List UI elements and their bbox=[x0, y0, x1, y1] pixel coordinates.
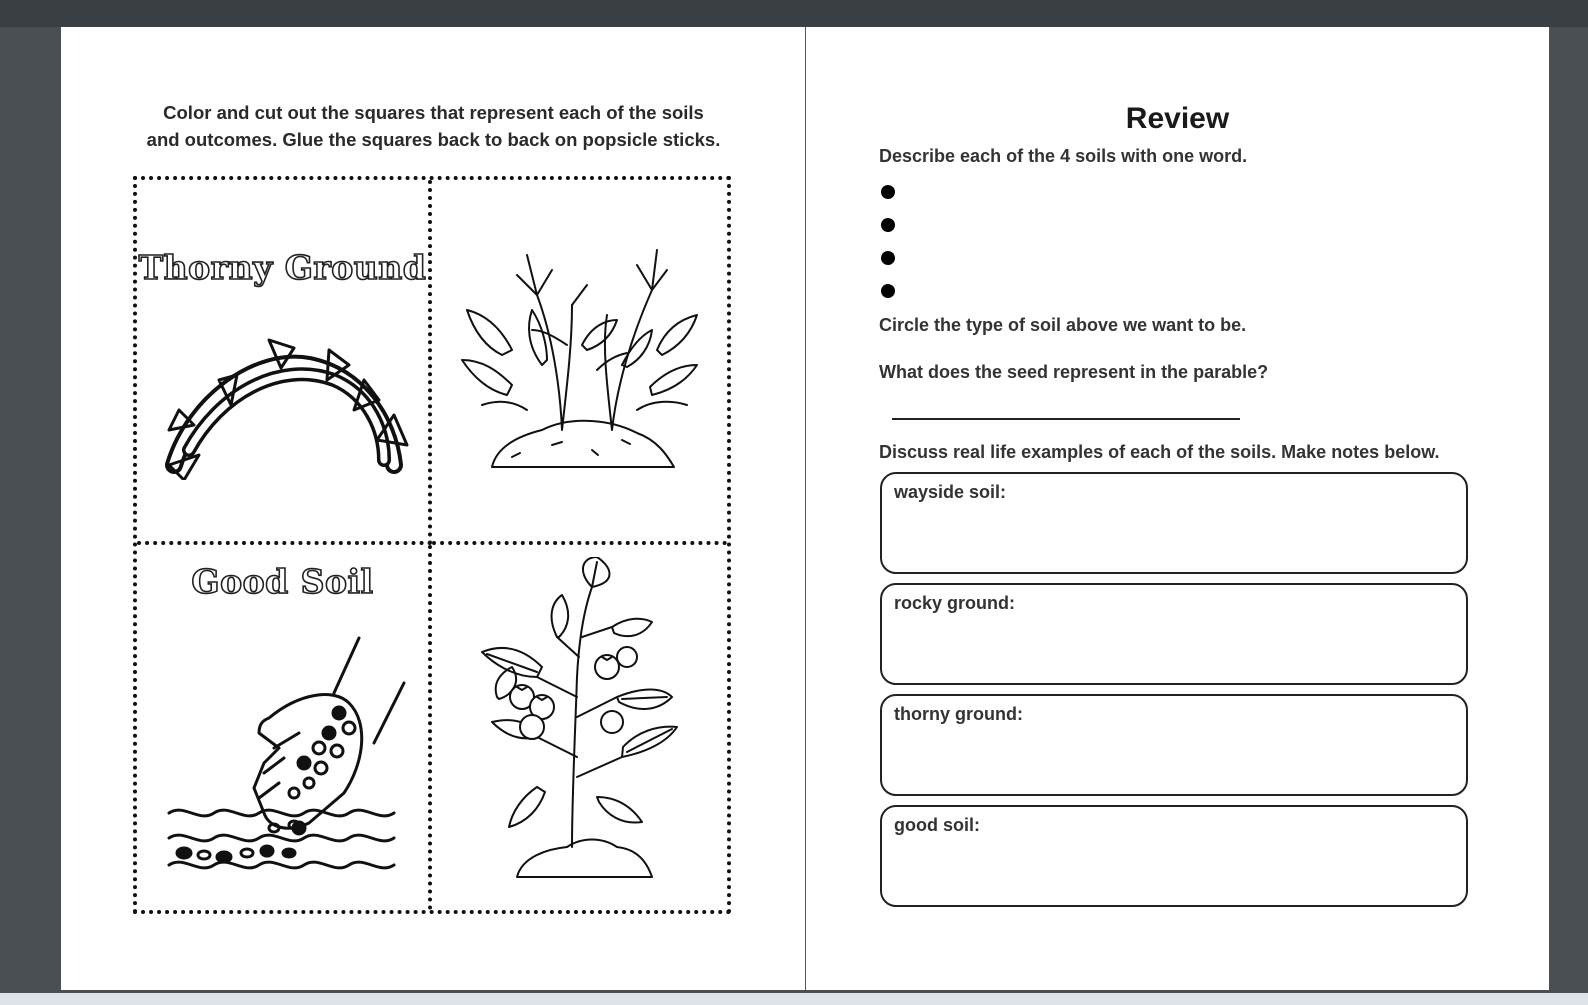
note-label-wayside: wayside soil: bbox=[894, 482, 1007, 502]
worksheet-page-right bbox=[806, 27, 1549, 990]
instructions-line-1: Color and cut out the squares that represent each of the soils bbox=[163, 102, 704, 123]
note-label-good: good soil: bbox=[894, 815, 980, 835]
fruit-plant-icon bbox=[467, 557, 697, 887]
cutout-card-grid bbox=[133, 176, 731, 914]
viewer-bottom-bar bbox=[0, 993, 1588, 1005]
thorny-plant-icon bbox=[442, 235, 712, 485]
worksheet-page-left bbox=[61, 27, 806, 990]
note-box-wayside bbox=[880, 472, 1468, 574]
note-box-thorny bbox=[880, 694, 1468, 796]
hand-sowing-seeds-icon bbox=[159, 633, 419, 883]
viewer-top-bar bbox=[0, 0, 1588, 27]
bullet-4 bbox=[881, 284, 895, 298]
crown-of-thorns-icon bbox=[149, 320, 419, 480]
bullet-3 bbox=[881, 251, 895, 265]
fruitful-plant-card bbox=[432, 545, 727, 910]
note-box-rocky bbox=[880, 583, 1468, 685]
bullet-2 bbox=[881, 218, 895, 232]
good-soil-card bbox=[137, 545, 432, 910]
thorny-plant-card bbox=[432, 180, 727, 545]
seed-answer-line bbox=[892, 418, 1240, 420]
circle-prompt: Circle the type of soil above we want to be. bbox=[879, 315, 1247, 335]
cutout-instructions bbox=[61, 99, 806, 153]
good-soil-title: Good Soil bbox=[191, 562, 374, 601]
instructions-line-2: and outcomes. Glue the squares back to back on popsicle sticks. bbox=[146, 129, 721, 150]
note-label-thorny: thorny ground: bbox=[894, 704, 1023, 724]
thorny-ground-title: Thorny Ground bbox=[138, 248, 427, 287]
note-label-rocky: rocky ground: bbox=[894, 593, 1016, 613]
seed-prompt: What does the seed represent in the parable? bbox=[879, 362, 1269, 382]
note-box-good bbox=[880, 805, 1468, 907]
review-title: Review bbox=[1125, 102, 1230, 135]
bullet-1 bbox=[881, 185, 895, 199]
discuss-prompt: Discuss real life examples of each of the soils. Make notes below. bbox=[879, 442, 1440, 462]
describe-prompt: Describe each of the 4 soils with one word. bbox=[879, 146, 1248, 166]
thorny-ground-card bbox=[137, 180, 432, 545]
